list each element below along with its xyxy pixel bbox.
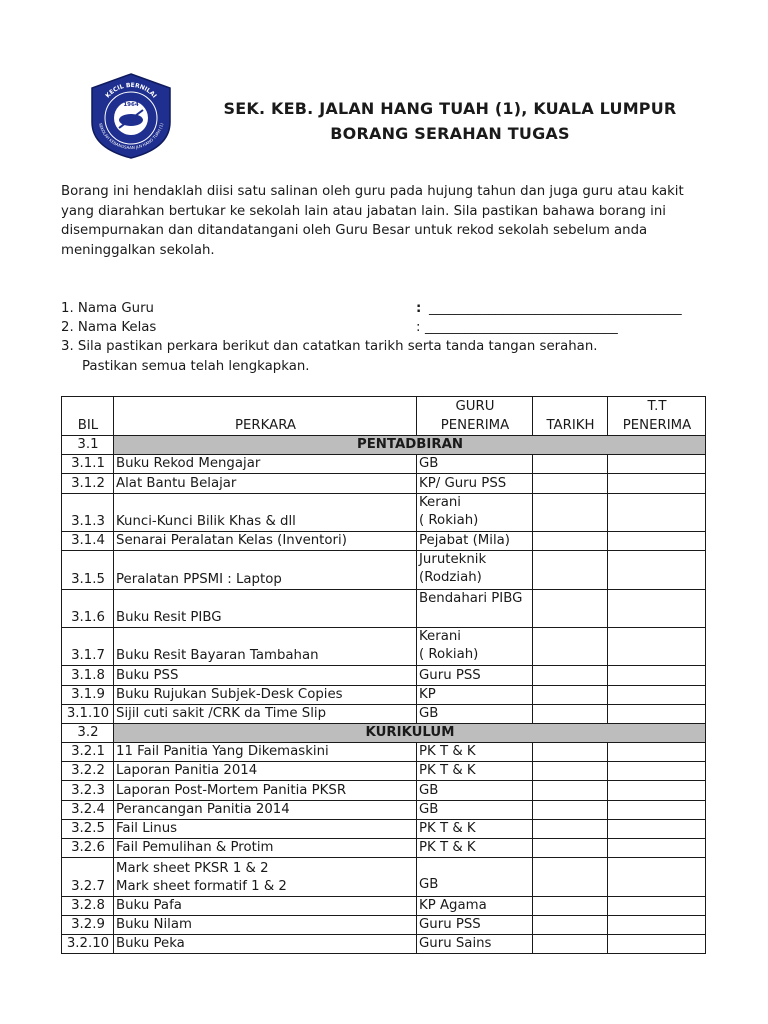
row-guru-penerima	[417, 531, 533, 550]
row-signature-cell[interactable]	[608, 704, 706, 723]
header-guru-line2: PENERIMA	[440, 418, 510, 433]
row-guru-penerima	[417, 839, 533, 858]
row-perkara: Laporan Post-Mortem Panitia PKSR	[114, 781, 417, 800]
guru-line: Pejabat (Mila)	[419, 533, 510, 549]
row-signature-cell[interactable]	[608, 915, 706, 934]
row-tarikh-cell[interactable]	[533, 627, 608, 665]
row-bil: 3.2.10	[62, 934, 114, 953]
row-tarikh-cell[interactable]	[533, 666, 608, 685]
intro-line: meninggalkan sekolah.	[61, 242, 215, 258]
row-guru-penerima	[417, 704, 533, 723]
nama-guru-colon: :	[416, 301, 422, 316]
row-tarikh-cell[interactable]	[533, 531, 608, 550]
section-row	[62, 436, 706, 455]
nama-kelas-row	[61, 318, 751, 337]
row-tarikh-cell[interactable]	[533, 762, 608, 781]
row-bil: 3.1.10	[62, 704, 114, 723]
header-tarikh: TARIKH	[533, 397, 608, 436]
row-bil: 3.2.4	[62, 800, 114, 819]
row-perkara: Buku Peka	[114, 934, 417, 953]
row-signature-cell[interactable]	[608, 896, 706, 915]
row-tarikh-cell[interactable]	[533, 839, 608, 858]
table-header-row	[62, 397, 706, 436]
row-perkara: Buku Rekod Mengajar	[114, 455, 417, 474]
row-perkara: Fail Pemulihan & Protim	[114, 839, 417, 858]
nama-guru-label: 1. Nama Guru	[61, 301, 154, 316]
row-signature-cell[interactable]	[608, 781, 706, 800]
guru-line: GB	[419, 456, 439, 472]
table-row	[62, 666, 706, 685]
row-perkara: Fail Linus	[114, 819, 417, 838]
row-bil: 3.1.1	[62, 455, 114, 474]
row-bil: 3.1.5	[62, 551, 114, 589]
row-signature-cell[interactable]	[608, 685, 706, 704]
row-tarikh-cell[interactable]	[533, 934, 608, 953]
row-bil: 3.1.3	[62, 493, 114, 531]
guru-line: KP Agama	[419, 897, 487, 913]
row-perkara: Peralatan PPSMI : Laptop	[114, 551, 417, 589]
section-title: KURIKULUM	[114, 723, 706, 742]
table-row	[62, 455, 706, 474]
row-signature-cell[interactable]	[608, 493, 706, 531]
logo-year: 1964	[123, 102, 139, 108]
guru-line: Juruteknik	[419, 552, 487, 568]
instruction-note: 3. Sila pastikan perkara berikut dan catatkan tarikh serta tanda tangan serahan.	[61, 339, 598, 355]
guru-line: Kerani	[419, 494, 461, 510]
table-row	[62, 839, 706, 858]
teacher-fields	[61, 299, 751, 376]
row-perkara: Kunci-Kunci Bilik Khas & dll	[114, 493, 417, 531]
handover-table	[61, 396, 706, 954]
row-perkara: Buku PSS	[114, 666, 417, 685]
guru-line: GB	[419, 801, 439, 817]
header-guru-penerima	[417, 397, 533, 436]
row-perkara: Senarai Peralatan Kelas (Inventori)	[114, 531, 417, 550]
row-signature-cell[interactable]	[608, 743, 706, 762]
row-guru-penerima	[417, 455, 533, 474]
table-row	[62, 704, 706, 723]
nama-guru-row	[61, 299, 751, 318]
intro-line: yang diarahkan bertukar ke sekolah lain atau jabatan lain. Sila pastikan bahawa borang ini	[61, 203, 666, 219]
row-tarikh-cell[interactable]	[533, 474, 608, 493]
row-tarikh-cell[interactable]	[533, 704, 608, 723]
row-tarikh-cell[interactable]	[533, 551, 608, 589]
row-signature-cell[interactable]	[608, 551, 706, 589]
school-logo	[88, 72, 174, 160]
row-tarikh-cell[interactable]	[533, 455, 608, 474]
row-perkara: Laporan Panitia 2014	[114, 762, 417, 781]
guru-line: Guru Sains	[419, 936, 492, 952]
header-perkara: PERKARA	[114, 397, 417, 436]
form-title: BORANG SERAHAN TUGAS	[330, 124, 570, 143]
school-name: SEK. KEB. JALAN HANG TUAH (1), KUALA LUMPUR	[223, 99, 677, 118]
row-tarikh-cell[interactable]	[533, 896, 608, 915]
row-guru-penerima	[417, 934, 533, 953]
instruction-note-2: Pastikan semua telah lengkapkan.	[82, 358, 310, 374]
row-signature-cell[interactable]	[608, 531, 706, 550]
row-bil: 3.2.8	[62, 896, 114, 915]
table-row	[62, 934, 706, 953]
table-row	[62, 589, 706, 627]
guru-line	[419, 608, 531, 626]
row-guru-penerima	[417, 781, 533, 800]
row-guru-penerima	[417, 685, 533, 704]
table-row	[62, 551, 706, 589]
row-guru-penerima	[417, 800, 533, 819]
row-guru-penerima	[417, 474, 533, 493]
row-tarikh-cell[interactable]	[533, 743, 608, 762]
table-row	[62, 915, 706, 934]
row-bil: 3.2.7	[62, 858, 114, 896]
row-signature-cell[interactable]	[608, 839, 706, 858]
guru-line: ( Rokiah)	[419, 512, 479, 528]
header-guru-line1: GURU	[455, 399, 495, 414]
table-body	[62, 436, 706, 954]
row-signature-cell[interactable]	[608, 589, 706, 627]
section-title: PENTADBIRAN	[114, 436, 706, 455]
row-bil: 3.2.5	[62, 819, 114, 838]
table-row	[62, 685, 706, 704]
guru-line: Guru PSS	[419, 916, 481, 932]
guru-line: GB	[419, 705, 439, 721]
guru-line: PK T & K	[419, 744, 476, 760]
guru-line: KP	[419, 686, 436, 702]
guru-line: PK T & K	[419, 821, 476, 836]
table-row	[62, 531, 706, 550]
row-signature-cell[interactable]	[608, 474, 706, 493]
title-block	[200, 96, 700, 146]
table-row	[62, 896, 706, 915]
guru-line: Guru PSS	[419, 667, 481, 683]
row-perkara: Buku Resit Bayaran Tambahan	[114, 627, 417, 665]
row-guru-penerima	[417, 858, 533, 896]
row-guru-penerima	[417, 915, 533, 934]
row-signature-cell[interactable]	[608, 800, 706, 819]
row-tarikh-cell[interactable]	[533, 800, 608, 819]
row-bil: 3.2.9	[62, 915, 114, 934]
row-tarikh-cell[interactable]	[533, 589, 608, 627]
row-perkara: Sijil cuti sakit /CRK da Time Slip	[114, 704, 417, 723]
row-bil: 3.2.1	[62, 743, 114, 762]
row-signature-cell[interactable]	[608, 666, 706, 685]
row-guru-penerima	[417, 627, 533, 665]
nama-kelas-input-line[interactable]: _____________________________	[425, 320, 618, 336]
logo-top-text: KECIL BERNILAI	[104, 81, 158, 100]
row-bil: 3.2.2	[62, 762, 114, 781]
nama-kelas-colon: :	[416, 320, 421, 336]
perkara-line: Mark sheet formatif 1 & 2	[116, 878, 287, 894]
row-tarikh-cell[interactable]	[533, 858, 608, 896]
row-signature-cell[interactable]	[608, 455, 706, 474]
guru-line: Kerani	[419, 628, 461, 644]
table-row	[62, 781, 706, 800]
row-perkara: Alat Bantu Belajar	[114, 474, 417, 493]
nama-guru-input-line[interactable]: ______________________________________	[429, 301, 682, 316]
table-row	[62, 762, 706, 781]
table-row	[62, 819, 706, 838]
row-bil: 3.1.7	[62, 627, 114, 665]
guru-line: Bendahari PIBG	[419, 590, 523, 606]
row-perkara: Perancangan Panitia 2014	[114, 800, 417, 819]
row-perkara	[114, 858, 417, 896]
guru-line: GB	[419, 782, 439, 798]
intro-line: Borang ini hendaklah diisi satu salinan oleh guru pada hujung tahun dan juga guru atau kakit	[61, 184, 684, 199]
row-signature-cell[interactable]	[608, 819, 706, 838]
row-perkara: Buku Rujukan Subjek-Desk Copies	[114, 685, 417, 704]
table-row	[62, 858, 706, 896]
table-row	[62, 800, 706, 819]
row-tarikh-cell[interactable]	[533, 819, 608, 838]
row-signature-cell[interactable]	[608, 934, 706, 953]
row-tarikh-cell[interactable]	[533, 915, 608, 934]
guru-line: PK T & K	[419, 763, 476, 779]
row-guru-penerima	[417, 762, 533, 781]
row-perkara: Buku Resit PIBG	[114, 589, 417, 627]
row-tarikh-cell[interactable]	[533, 493, 608, 531]
row-guru-penerima	[417, 819, 533, 838]
row-guru-penerima	[417, 589, 533, 627]
row-perkara: Buku Nilam	[114, 915, 417, 934]
table-row	[62, 474, 706, 493]
table-row	[62, 627, 706, 665]
logo-bottom-text: SEKOLAH KEBANGSAAN JLN HANG TUAH (1)	[97, 122, 165, 151]
guru-line: KP/ Guru PSS	[419, 475, 507, 491]
row-bil: 3.2.6	[62, 839, 114, 858]
guru-line: GB	[419, 877, 439, 893]
row-tarikh-cell[interactable]	[533, 685, 608, 704]
row-guru-penerima	[417, 551, 533, 589]
row-bil: 3.1	[62, 436, 114, 455]
perkara-line: Mark sheet PKSR 1 & 2	[116, 860, 269, 876]
row-guru-penerima	[417, 666, 533, 685]
row-bil: 3.1.4	[62, 531, 114, 550]
guru-line: (Rodziah)	[419, 570, 482, 586]
row-bil: 3.2	[62, 723, 114, 742]
table-row	[62, 743, 706, 762]
header-tt-penerima	[608, 397, 706, 436]
row-bil: 3.1.6	[62, 589, 114, 627]
header-bil: BIL	[62, 397, 114, 436]
row-perkara: 11 Fail Panitia Yang Dikemaskini	[114, 743, 417, 762]
row-tarikh-cell[interactable]	[533, 781, 608, 800]
row-bil: 3.1.2	[62, 474, 114, 493]
row-signature-cell[interactable]	[608, 762, 706, 781]
intro-line: disempurnakan dan ditandatangani oleh Guru Besar untuk rekod sekolah sebelum anda	[61, 223, 648, 239]
header-tt-line1: T.T	[647, 399, 667, 414]
nama-kelas-label: 2. Nama Kelas	[61, 320, 157, 336]
row-perkara: Buku Pafa	[114, 896, 417, 915]
section-row	[62, 723, 706, 742]
row-guru-penerima	[417, 493, 533, 531]
guru-line	[419, 858, 531, 876]
guru-line: PK T & K	[419, 840, 476, 856]
guru-line: ( Rokiah)	[419, 646, 479, 662]
row-guru-penerima	[417, 743, 533, 762]
row-bil: 3.2.3	[62, 781, 114, 800]
table-row	[62, 493, 706, 531]
row-signature-cell[interactable]	[608, 627, 706, 665]
row-bil: 3.1.9	[62, 685, 114, 704]
header-tt-line2: PENERIMA	[622, 418, 692, 433]
row-signature-cell[interactable]	[608, 858, 706, 896]
row-guru-penerima	[417, 896, 533, 915]
intro-paragraph	[61, 182, 768, 260]
row-bil: 3.1.8	[62, 666, 114, 685]
